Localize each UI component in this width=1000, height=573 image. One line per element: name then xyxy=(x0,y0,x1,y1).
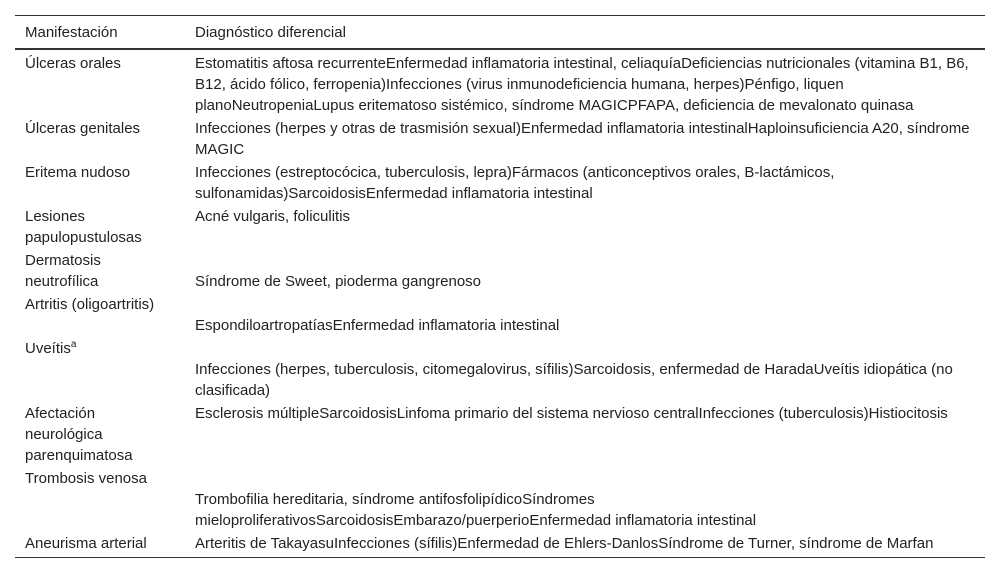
manifestation-text: Úlceras genitales xyxy=(25,120,141,137)
manifestation-text: Afectación neurológica parenquimatosa xyxy=(25,405,133,464)
manifestation-cell xyxy=(15,117,185,161)
manifestation-text: Artritis (oligoartritis) xyxy=(25,296,155,313)
header-row xyxy=(15,16,985,50)
differential-text: Trombofilia hereditaria, síndrome antifosfolipídicoSíndromes mieloproliferativosSarcoidosisEmbarazo/puerperioEnfermedad inflamatoria intestinal xyxy=(195,491,757,529)
manifestation-cell xyxy=(15,293,185,337)
differential-cell xyxy=(185,467,985,532)
manifestation-cell xyxy=(15,467,185,532)
table-row xyxy=(15,293,985,337)
differential-cell xyxy=(185,293,985,337)
manifestation-cell xyxy=(15,249,185,293)
table-row xyxy=(15,532,985,558)
table-header xyxy=(15,16,985,50)
differential-cell xyxy=(185,249,985,293)
header-manifestation: Manifestación xyxy=(25,24,118,41)
differential-cell: Esclerosis múltipleSarcoidosisLinfoma primario del sistema nervioso centralInfecciones (tuberculosis)Histiocitosis xyxy=(195,405,948,422)
manifestation-cell xyxy=(15,402,185,467)
differential-cell: Arteritis de TakayasuInfecciones (sífilis)Enfermedad de Ehlers-DanlosSíndrome de Turner, síndrome de Marfan xyxy=(195,535,934,552)
table-row xyxy=(15,49,985,117)
manifestation-cell xyxy=(15,49,185,117)
table-row xyxy=(15,249,985,293)
differential-text: Síndrome de Sweet, pioderma gangrenoso xyxy=(195,273,482,290)
differential-cell: Infecciones (estreptocócica, tuberculosis, lepra)Fármacos (anticonceptivos orales, B-lactámicos, sulfonamidas)SarcoidosisEnfermedad inflamatoria intestinal xyxy=(195,164,835,202)
manifestation-cell xyxy=(15,337,185,402)
differential-cell: Acné vulgaris, foliculitis xyxy=(195,208,351,225)
differential-diagnosis-table xyxy=(15,15,985,558)
manifestation-text: Aneurisma arterial xyxy=(25,535,147,552)
differential-text: Infecciones (herpes, tuberculosis, citomegalovirus, sífilis)Sarcoidosis, enfermedad de HaradaUveítis idiopática (no clasificada) xyxy=(195,361,953,399)
manifestation-text: Úlceras orales xyxy=(25,55,121,72)
manifestation-text: Lesiones papulopustulosas xyxy=(25,208,142,246)
footnote-marker: a xyxy=(70,339,77,350)
manifestation-text: Trombosis venosa xyxy=(25,470,147,487)
table-row xyxy=(15,161,985,205)
table-row xyxy=(15,467,985,532)
differential-diagnosis-table-container xyxy=(15,15,985,558)
differential-text: EspondiloartropatíasEnfermedad inflamatoria intestinal xyxy=(195,317,560,334)
table-row xyxy=(15,205,985,249)
table-row xyxy=(15,117,985,161)
manifestation-text: Eritema nudoso xyxy=(25,164,131,181)
table-row xyxy=(15,337,985,402)
differential-cell: Infecciones (herpes y otras de trasmisión sexual)Enfermedad inflamatoria intestinalHaploinsuficiencia A20, síndrome MAGIC xyxy=(195,120,970,158)
manifestation-cell xyxy=(15,161,185,205)
manifestation-cell xyxy=(15,532,185,558)
manifestation-text: Uveítis xyxy=(25,340,71,357)
differential-cell xyxy=(185,337,985,402)
differential-cell: Estomatitis aftosa recurrenteEnfermedad inflamatoria intestinal, celiaquíaDeficiencias nutricionales (vitamina B1, B6, B12, ácido fólico, ferropenia)Infecciones (virus inmunodeficiencia humana, herpes)Pénfigo, liquen planoNeutropeniaLupus eritematoso sistémico, síndrome MAGICPFAPA, deficiencia de mevalonato quinasa xyxy=(195,55,969,114)
header-differential-diagnosis: Diagnóstico diferencial xyxy=(195,24,346,41)
manifestation-cell xyxy=(15,205,185,249)
manifestation-text: Dermatosis neutrofílica xyxy=(25,252,101,290)
table-row xyxy=(15,402,985,467)
table-body xyxy=(15,49,985,558)
